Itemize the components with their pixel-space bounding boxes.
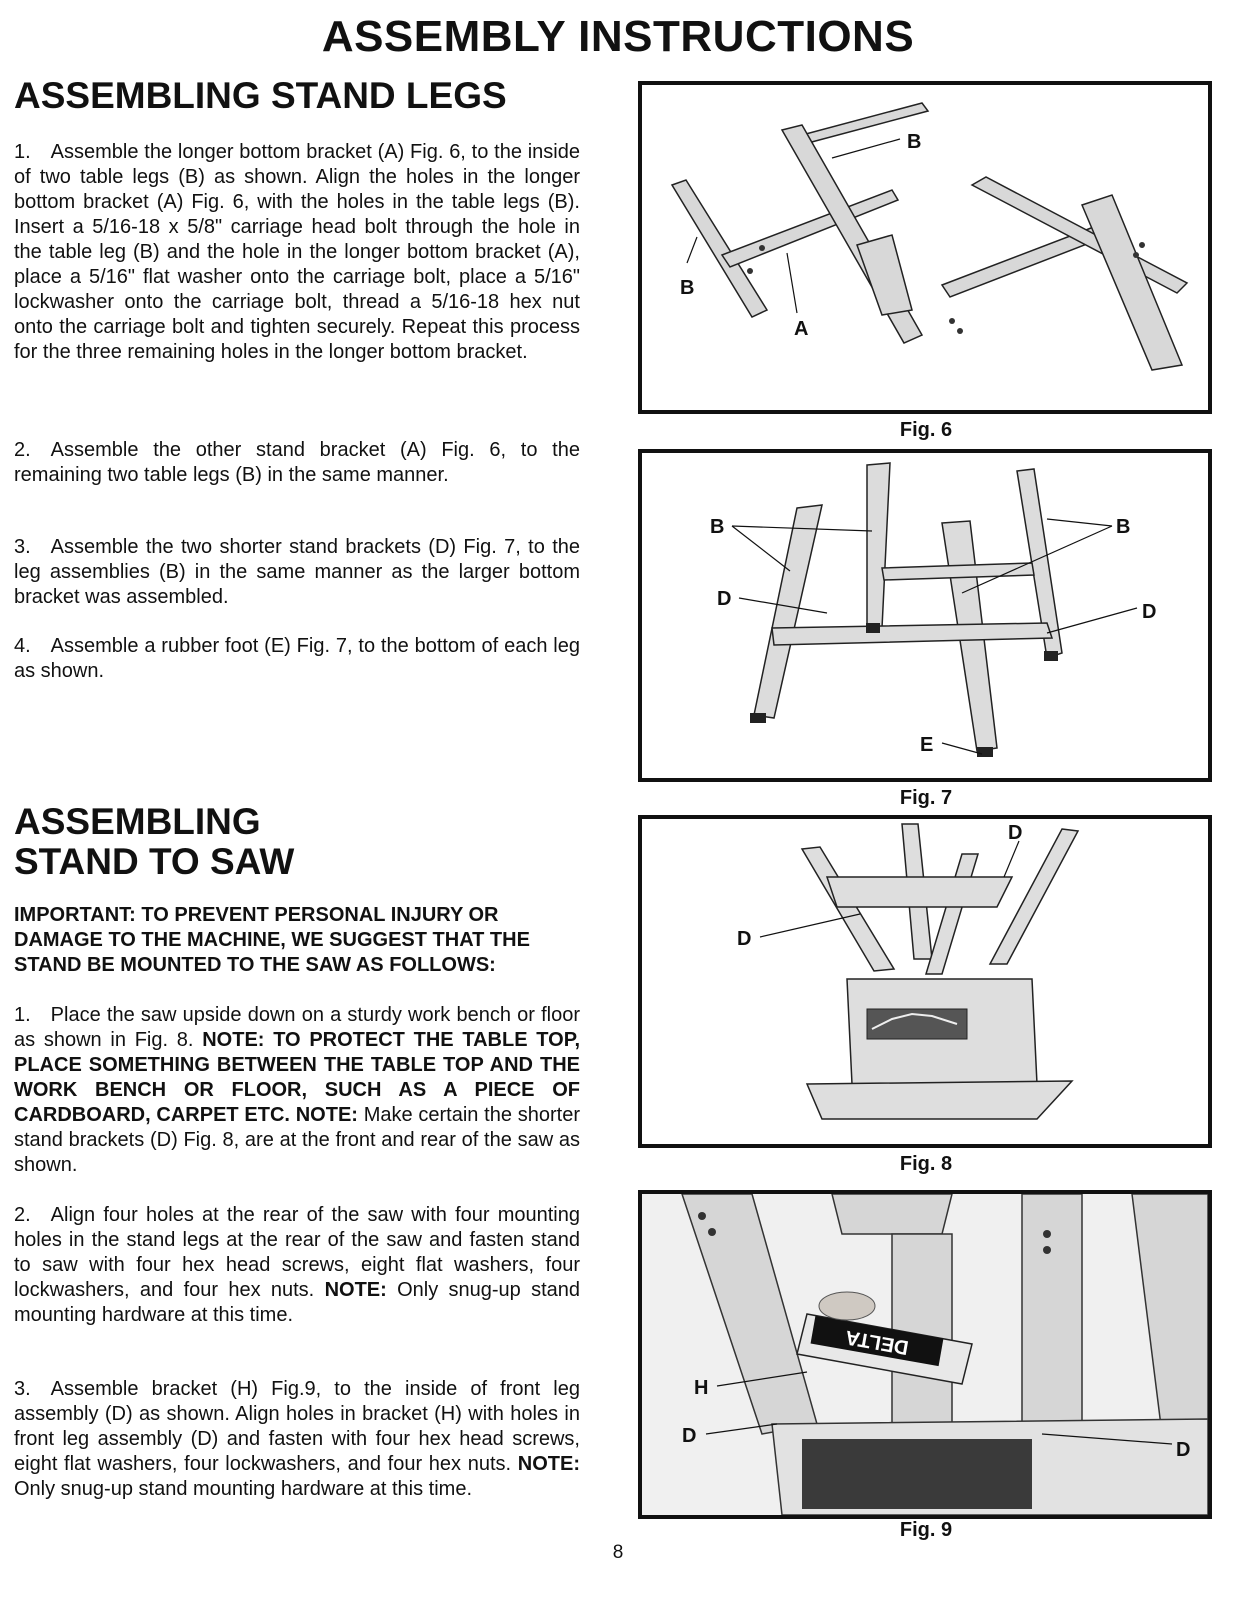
saw-step-3-text: 3. Assemble bracket (H) Fig.9, to the inside of front leg assembly (D) as shown. Align holes in bracket (H) with holes in front leg assembly (D) and fasten with four hex head screws, eight flat washers, four lockwashers, and four hex nuts. [14, 1378, 580, 1475]
fig9-label-d-right: D [1176, 1439, 1191, 1461]
fig6-label-b-left: B [680, 277, 695, 299]
figure-8-caption: Fig. 8 [899, 1153, 953, 1175]
fig7-label-b-left: B [710, 516, 725, 538]
saw-step-3-note-text: Only snug-up stand mounting hardware at this time. [14, 1478, 473, 1500]
saw-step-1 [14, 1003, 580, 1178]
step-3-text: 3. Assemble the two shorter stand brackets (D) Fig. 7, to the leg assemblies (B) in the same manner as the larger bottom bracket was assembled. [14, 536, 580, 608]
step-1-text: 1. Assemble the longer bottom bracket (A) Fig. 6, to the inside of two table legs (B) as shown. Align the holes in the longer bottom bracket (A) Fig. 6, with the holes in the table legs (B). Insert a 5/16-18 x 5/8" carriage head bolt through the hole in the table leg (B) and the hole in the longer bottom bracket (A), place a 5/16" flat washer onto the carriage bolt, place a 5/16" lockwasher onto the carriage bolt, thread a 5/16-18 hex nut onto the carriage bolt and tighten securely. Repeat this process for the three remaining holes in the longer bottom bracket. [14, 141, 580, 363]
figure-6-caption: Fig. 6 [899, 419, 953, 441]
page-title: ASSEMBLY INSTRUCTIONS [321, 12, 915, 61]
saw-step-1-note-label: NOTE: [295, 1104, 358, 1126]
fig8-label-d-top: D [1008, 822, 1023, 844]
fig7-label-d-left: D [717, 588, 732, 610]
fig7-label-d-right: D [1142, 601, 1157, 623]
step-4-text: 4. Assemble a rubber foot (E) Fig. 7, to the bottom of each leg as shown. [14, 635, 580, 682]
section-title-stand-legs: ASSEMBLING STAND LEGS [14, 75, 507, 116]
fig9-brand-logo: DELTA [843, 1325, 911, 1359]
fig9-label-h: H [694, 1377, 709, 1399]
saw-step-3-note-label: NOTE: [517, 1453, 581, 1475]
fig8-label-d-left: D [737, 928, 752, 950]
important-warning: IMPORTANT: TO PREVENT PERSONAL INJURY OR DAMAGE TO THE MACHINE, WE SUGGEST THAT THE STAND BE MOUNTED TO THE SAW AS FOLLOWS: [14, 904, 530, 976]
saw-step-1-text: 1. Place the saw upside down on a sturdy work bench or floor as shown in Fig. 8. [14, 1004, 580, 1051]
saw-step-2 [14, 1203, 580, 1328]
figure-6 [638, 81, 1212, 414]
fig6-label-a: A [794, 318, 809, 340]
page-number: 8 [612, 1542, 624, 1563]
figure-7 [638, 449, 1212, 782]
figure-9-illustration [642, 1194, 1208, 1515]
step-2-text: 2. Assemble the other stand bracket (A) Fig. 6, to the remaining two table legs (B) in the same manner. [14, 439, 580, 486]
figure-7-caption: Fig. 7 [899, 787, 953, 809]
fig6-label-b-top: B [907, 131, 922, 153]
section-title-line-2: STAND TO SAW [14, 841, 295, 882]
section-title-stand-to-saw [14, 802, 594, 882]
section-title-line-1: ASSEMBLING [14, 801, 261, 842]
saw-step-1-note-caps: NOTE: TO PROTECT THE TABLE TOP, PLACE SOMETHING BETWEEN THE TABLE TOP AND THE WORK BENCH OR FLOOR, SUCH AS A PIECE OF CARDBOARD, CARPET ETC. [14, 1029, 581, 1126]
saw-step-3 [14, 1377, 580, 1502]
fig7-label-e: E [920, 734, 934, 756]
saw-step-1-note-text: Make certain the shorter stand brackets (D) Fig. 8, are at the front and rear of the saw as shown. [14, 1104, 580, 1176]
saw-step-2-text: 2. Align four holes at the rear of the saw with four mounting holes in the stand legs at the rear of the saw and fasten stand to saw with four hex head screws, eight flat washers, four lockwashers, and four hex nuts. [14, 1204, 580, 1301]
saw-step-2-note-label: NOTE: [324, 1279, 387, 1301]
figure-8 [638, 815, 1212, 1148]
figure-8-illustration [642, 819, 1208, 1144]
saw-step-2-note-text: Only snug-up stand mounting hardware at this time. [14, 1279, 581, 1326]
fig7-label-b-right: B [1116, 516, 1131, 538]
figure-6-illustration [642, 85, 1208, 410]
figure-9 [638, 1190, 1212, 1519]
fig9-label-d-left: D [682, 1425, 697, 1447]
figure-9-caption: Fig. 9 [899, 1519, 953, 1541]
figure-7-illustration [642, 453, 1208, 778]
